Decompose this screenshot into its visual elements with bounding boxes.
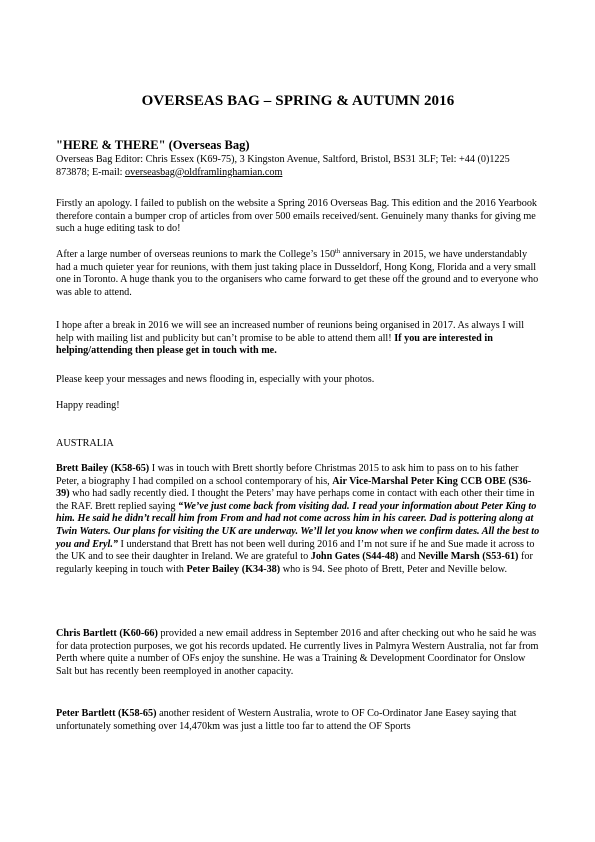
entry-chris-bartlett — [56, 628, 540, 678]
entry-text: for regularly keeping in touch with — [56, 551, 533, 575]
entry-text: who is 94. See photo of Brett, Peter and Neville below. — [280, 563, 507, 575]
entry-name: Brett Bailey (K58-65) — [56, 463, 150, 474]
entry-text: I understand that Brett has not been well during 2016 and I’m not sure if he and Sue made it across to the UK and to see their daughter in Ireland. We are grateful to — [56, 538, 535, 563]
intro-p2-text-a: After a large number of overseas reunions to mark the College’s 150 — [56, 249, 336, 260]
entry-text: provided a new email address in September 2016 and after checking out who he said he was for data protection purposes, we got his records updated. He currently lives in Palmyra Western Australia, not far from Perth where quite a number of OFs enjoy the sunshine. He was a Training & Development Coordinator for Onslow Salt but has recently been reemployed in another capacity. — [56, 628, 539, 677]
intro-p2-text-b: anniversary in 2015, we have understandably had a much quieter year for reunions, with them just taking place in Dusseldorf, Hong Kong, Florida and a very small one in Toronto. A huge thank you to the organisers who came forward to get these off the ground and to everyone who was able to attend. — [56, 249, 539, 298]
email-link[interactable]: overseasbag@oldframlinghamian.com — [125, 166, 283, 178]
editor-contact — [56, 154, 540, 179]
entry-peter-bartlett — [56, 708, 540, 733]
intro-paragraph-2 — [56, 249, 540, 299]
entry-quote: “We’ve just come back from visiting dad. I read your information about Peter King to him. He said he didn’t recall him from From and had not come across him in his career. Dad is pottering along at Twin Waters. Our plans for visiting the UK are underway. We’ll let you know when we confirm dates. All the best to you and Eryl.” — [56, 500, 540, 550]
entry-name: John Gates (S44-48) — [310, 551, 399, 563]
intro-p3-text: I hope after a break in 2016 we will see an increased number of reunions being organised in 2017. As always I will help with mailing list and publicity but can’t promise to be able to attend them all! — [56, 320, 525, 344]
entry-name: Peter Bailey (K34-38) — [186, 563, 281, 575]
entry-text: and — [398, 551, 419, 563]
entry-name: Air Vice-Marshal Peter King CCB OBE (S36-39) — [56, 475, 532, 500]
entry-text: another resident of Western Australia, wrote to OF Co-Ordinator Jane Easey saying that unfortunately something over 14,470km was just a little too far to attend the OF Sports — [56, 708, 517, 732]
intro-paragraph-1: Firstly an apology. I failed to publish on the website a Spring 2016 Overseas Bag. This edition and the 2016 Yearbook therefore contain a bumper crop of articles from over 500 emails received/sent. Genuinely many thanks for giving me such a huge editing task to do! — [56, 198, 538, 235]
country-heading: AUSTRALIA — [56, 438, 114, 449]
section-heading: "HERE & THERE" (Overseas Bag) — [56, 138, 250, 152]
intro-paragraph-5: Happy reading! — [56, 400, 120, 411]
superscript-th: th — [335, 248, 341, 255]
entry-text: who had sadly recently died. I thought the Peters’ may have perhaps come in contact with each other their time in the RAF. Brett replied saying — [56, 488, 535, 512]
entry-name: Chris Bartlett (K60-66) — [56, 628, 158, 639]
page-title: OVERSEAS BAG – SPRING & AUTUMN 2016 — [141, 93, 455, 109]
intro-p3-bold: If you are interested in helping/attending then please get in touch with me. — [56, 332, 493, 357]
entry-name: Neville Marsh (S53-61) — [418, 551, 519, 563]
entry-text: I was in touch with Brett shortly before Christmas 2015 to ask him to pass on to his father Peter, a biography I had compiled on a school contemporary of his, — [56, 463, 519, 487]
editor-line: Overseas Bag Editor: Chris Essex (K69-75), 3 Kingston Avenue, Saltford, Bristol, BS31 3LF; Tel: +44 (0)1225 873878; E-mail: — [56, 154, 510, 178]
intro-paragraph-4: Please keep your messages and news flooding in, especially with your photos. — [56, 374, 375, 385]
intro-paragraph-3 — [56, 320, 540, 358]
entry-name: Peter Bartlett (K58-65) — [56, 708, 157, 719]
entry-brett-bailey — [56, 463, 540, 576]
